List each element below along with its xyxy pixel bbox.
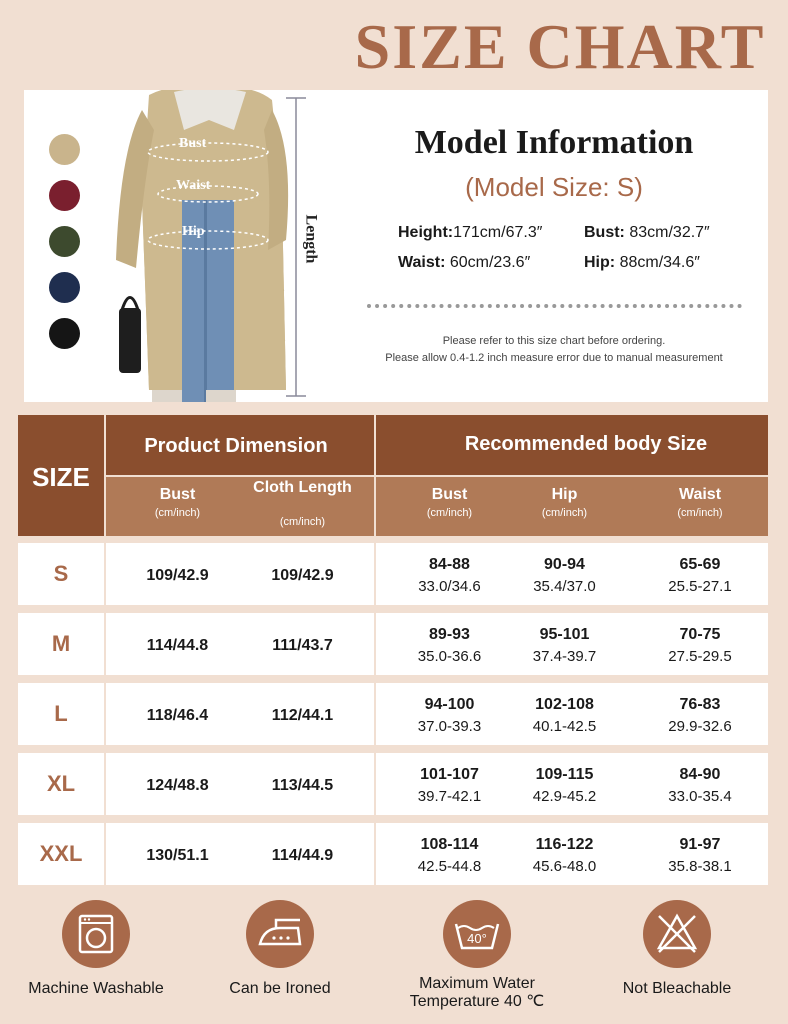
wash-basin-40-icon xyxy=(443,900,511,968)
body-bust-cm-cell: 94-100 xyxy=(424,696,475,713)
body-hip-inch-cell: 37.4-39.7 xyxy=(532,648,597,665)
color-swatch[interactable] xyxy=(49,272,80,303)
length-cell: 113/44.5 xyxy=(271,777,334,794)
length-cell: 114/44.9 xyxy=(271,847,334,864)
length-cell: 109/42.9 xyxy=(271,567,334,584)
bust-cell: 114/44.8 xyxy=(146,637,209,654)
page-title: SIZE CHART xyxy=(354,11,766,82)
bust-row: Bust: 83cm/32.7″ xyxy=(584,224,710,241)
waist-row: Waist: 60cm/23.6″ xyxy=(398,254,531,271)
body-hip-cm-cell: 116-122 xyxy=(535,836,594,853)
column-unit: (cm/inch) xyxy=(426,507,473,519)
hip-label: Hip xyxy=(182,224,205,239)
model-size: (Model Size: S) xyxy=(465,172,643,202)
body-size-header-cell xyxy=(376,415,768,475)
do-not-bleach-icon xyxy=(643,900,711,968)
size-cell: S xyxy=(53,561,69,586)
body-bust-cm-cell: 101-107 xyxy=(420,766,479,783)
temperature-label: 40° xyxy=(467,931,487,946)
body-bust-inch-cell: 42.5-44.8 xyxy=(417,858,482,875)
body-waist-inch-cell: 33.0-35.4 xyxy=(668,788,732,805)
hip-row: Hip: 88cm/34.6″ xyxy=(584,254,700,271)
model-panel xyxy=(24,90,768,402)
column-header: Bust xyxy=(159,486,196,503)
row-divider xyxy=(104,683,106,745)
body-bust-inch-cell: 39.7-42.1 xyxy=(417,788,482,805)
body-hip-inch-cell: 40.1-42.5 xyxy=(532,718,597,735)
body-bust-cm-cell: 89-93 xyxy=(429,626,470,643)
body-bust-inch-cell: 35.0-36.6 xyxy=(417,648,482,665)
size-cell: M xyxy=(51,631,71,656)
column-header: Cloth Length xyxy=(253,479,352,496)
row-divider xyxy=(374,543,376,605)
product-dimension-header: Product Dimension xyxy=(144,435,328,457)
bust-cell: 130/51.1 xyxy=(146,847,209,864)
body-waist-cm-cell: 91-97 xyxy=(679,836,721,853)
iron-icon xyxy=(246,900,314,968)
bust-cell: 124/48.8 xyxy=(146,777,209,794)
body-size-header: Recommended body Size xyxy=(464,433,708,455)
color-swatch[interactable] xyxy=(49,226,80,257)
length-cell: 112/44.1 xyxy=(271,707,334,724)
body-waist-inch-cell: 27.5-29.5 xyxy=(668,648,732,665)
length-cell: 111/43.7 xyxy=(272,637,333,654)
column-unit: (cm/inch) xyxy=(541,507,588,519)
dotted-divider xyxy=(367,304,742,308)
care-label: Can be Ironed xyxy=(229,980,331,997)
row-divider xyxy=(104,543,106,605)
size-header: SIZE xyxy=(32,462,90,492)
body-bust-cm-cell: 108-114 xyxy=(420,836,479,853)
waist-label: Waist xyxy=(176,178,211,193)
model-info-title: Model Information xyxy=(414,124,694,161)
bust-label: Bust xyxy=(179,136,207,151)
column-unit: (cm/inch) xyxy=(677,507,723,519)
row-divider xyxy=(374,613,376,675)
row-divider xyxy=(374,753,376,815)
column-header: Waist xyxy=(678,486,722,503)
care-label: Machine Washable xyxy=(28,980,164,997)
size-cell: XL xyxy=(46,771,76,796)
body-bust-cm-cell: 84-88 xyxy=(429,556,470,573)
body-hip-inch-cell: 42.9-45.2 xyxy=(532,788,597,805)
size-cell: XXL xyxy=(39,841,83,866)
bust-cell: 118/46.4 xyxy=(146,707,209,724)
column-header: Hip xyxy=(551,486,578,503)
column-unit: (cm/inch) xyxy=(154,507,201,519)
length-label: Length xyxy=(302,214,320,264)
body-waist-cm-cell: 70-75 xyxy=(679,626,721,643)
body-hip-inch-cell: 45.6-48.0 xyxy=(532,858,597,875)
column-unit: (cm/inch) xyxy=(279,516,326,528)
body-waist-inch-cell: 29.9-32.6 xyxy=(668,718,732,735)
bust-cell: 109/42.9 xyxy=(146,567,209,584)
body-hip-inch-cell: 35.4/37.0 xyxy=(533,578,596,595)
note-error: Please allow 0.4-1.2 inch measure error due to manual measurement xyxy=(385,352,723,364)
body-waist-inch-cell: 35.8-38.1 xyxy=(668,858,732,875)
note-refer: Please refer to this size chart before ordering. xyxy=(442,335,666,347)
washing-machine-icon xyxy=(62,900,130,968)
color-swatch[interactable] xyxy=(49,180,80,211)
care-label: Not Bleachable xyxy=(622,980,732,997)
body-bust-inch-cell: 33.0/34.6 xyxy=(418,578,481,595)
body-hip-cm-cell: 109-115 xyxy=(535,766,594,783)
color-swatch[interactable] xyxy=(49,134,80,165)
row-divider xyxy=(374,683,376,745)
care-label: Maximum Water Temperature 40 ℃ xyxy=(409,975,545,1010)
color-swatch[interactable] xyxy=(49,318,80,349)
body-hip-cm-cell: 102-108 xyxy=(535,696,594,713)
product-dimension-header-cell xyxy=(106,415,374,475)
row-divider xyxy=(374,823,376,885)
body-waist-cm-cell: 76-83 xyxy=(679,696,721,713)
body-waist-cm-cell: 65-69 xyxy=(679,556,721,573)
body-bust-inch-cell: 37.0-39.3 xyxy=(417,718,482,735)
height-row: Height:171cm/67.3″ xyxy=(398,224,543,241)
body-hip-cm-cell: 95-101 xyxy=(539,626,590,643)
size-cell: L xyxy=(54,701,68,726)
body-waist-cm-cell: 84-90 xyxy=(679,766,721,783)
column-header: Bust xyxy=(431,486,468,503)
size-header-cell xyxy=(18,415,104,536)
row-divider xyxy=(104,753,106,815)
row-divider xyxy=(104,613,106,675)
row-divider xyxy=(104,823,106,885)
body-hip-cm-cell: 90-94 xyxy=(544,556,585,573)
body-waist-inch-cell: 25.5-27.1 xyxy=(668,578,732,595)
